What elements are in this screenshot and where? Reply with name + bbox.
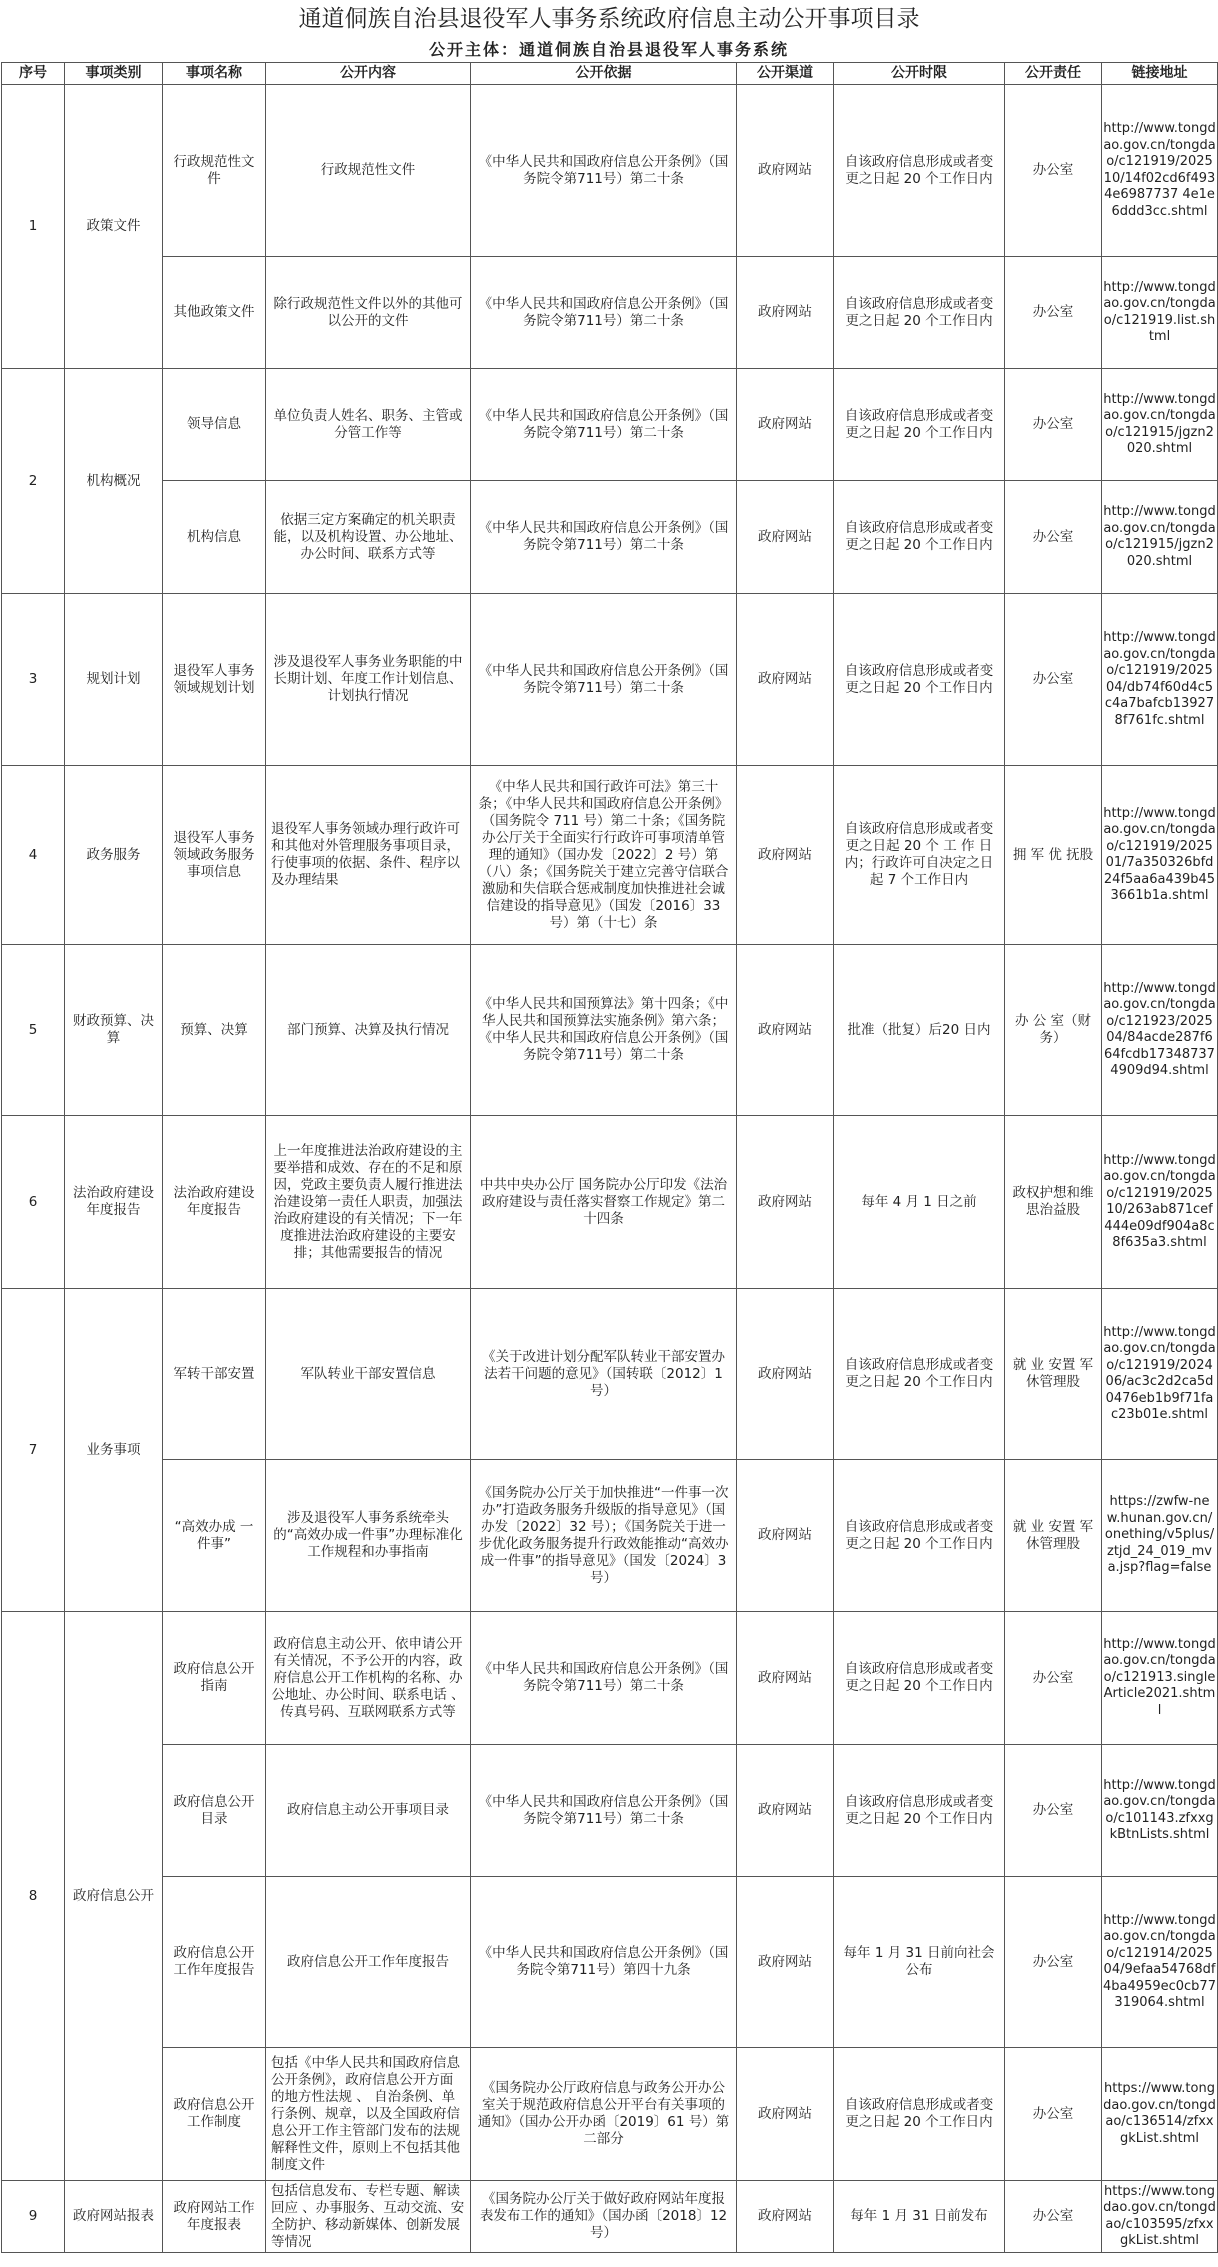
disclosure-table	[1, 62, 1218, 2253]
header-basis: 公开依据	[471, 63, 737, 85]
item-content: 依据三定方案确定的机关职责能，以及机构设置、办公地址、办公时间、联系方式等	[266, 481, 471, 594]
group-category: 政策文件	[65, 85, 163, 369]
item-responsibility: 拥 军 优 抚股	[1005, 766, 1102, 945]
item-link[interactable]: https://www.tongdao.gov.cn/tongdao/c103595/zfxxgkList.shtml	[1102, 2181, 1218, 2253]
item-basis: 《中华人民共和国政府信息公开条例》（国务院令第711号）第二十条	[471, 1745, 737, 1877]
item-responsibility: 办公室	[1005, 594, 1102, 766]
group-number: 7	[2, 1289, 65, 1612]
item-link[interactable]: http://www.tongdao.gov.cn/tongdao/c121919/202406/ac3c2d2ca5d0476eb1b9f71fac23b01e.shtml	[1102, 1289, 1218, 1460]
table-row	[2, 1745, 1218, 1877]
group-number: 8	[2, 1612, 65, 2181]
item-name: “高效办成 一 件事”	[163, 1460, 266, 1612]
table-row	[2, 85, 1218, 257]
item-responsibility: 就 业 安置 军 休管理股	[1005, 1460, 1102, 1612]
header-link: 链接地址	[1102, 63, 1218, 85]
item-time: 每年 4 月 1 日之前	[834, 1116, 1005, 1289]
group-category: 政务服务	[65, 766, 163, 945]
item-channel: 政府网站	[737, 257, 834, 369]
item-time: 批准（批复）后20 日内	[834, 945, 1005, 1116]
item-channel: 政府网站	[737, 369, 834, 481]
item-content: 除行政规范性文件以外的其他可以公开的文件	[266, 257, 471, 369]
item-content: 单位负责人姓名、职务、主管或分管工作等	[266, 369, 471, 481]
item-name: 政府信息公开工作年度报告	[163, 1877, 266, 2048]
item-basis: 《国务院办公厅关于做好政府网站年度报表发布工作的通知》（国办函〔2018〕12 号）	[471, 2181, 737, 2253]
group-category: 规划计划	[65, 594, 163, 766]
group-category: 业务事项	[65, 1289, 163, 1612]
item-channel: 政府网站	[737, 2181, 834, 2253]
item-content: 包括《中华人民共和国政府信息公开条例》，政府信息公开方面的地方性法规 、 自治条例、单行条例、规章，以及全国政府信息公开工作主管部门发布的法规解释性文件，原则上不包括其他制度文件	[266, 2048, 471, 2181]
header-time: 公开时限	[834, 63, 1005, 85]
header-category: 事项类别	[65, 63, 163, 85]
item-time: 自该政府信息形成或者变更之日起 20 个工作日内	[834, 2048, 1005, 2181]
item-responsibility: 办公室	[1005, 1877, 1102, 2048]
item-name: 政府信息公开工作制度	[163, 2048, 266, 2181]
page-subtitle: 公开主体：通道侗族自治县退役军人事务系统	[428, 40, 789, 59]
group-category: 机构概况	[65, 369, 163, 594]
item-content: 涉及退役军人事务系统牵头的“高效办成一件事”办理标准化工作规程和办事指南	[266, 1460, 471, 1612]
item-name: 退役军人事务领域规划计划	[163, 594, 266, 766]
group-category: 政府信息公开	[65, 1612, 163, 2181]
item-responsibility: 办公室	[1005, 369, 1102, 481]
group-category: 法治政府建设年度报告	[65, 1116, 163, 1289]
item-link[interactable]: http://www.tongdao.gov.cn/tongdao/c121919/202504/db74f60d4c5c4a7bafcb139278f761fc.shtml	[1102, 594, 1218, 766]
item-link[interactable]: https://www.tongdao.gov.cn/tongdao/c136514/zfxxgkList.shtml	[1102, 2048, 1218, 2181]
table-row	[2, 481, 1218, 594]
item-link[interactable]: http://www.tongdao.gov.cn/tongdao/c121914/202504/9efaa54768df4ba4959ec0cb77319064.shtml	[1102, 1877, 1218, 2048]
header-channel: 公开渠道	[737, 63, 834, 85]
item-name: 法治政府建设年度报告	[163, 1116, 266, 1289]
item-content: 政府信息公开工作年度报告	[266, 1877, 471, 2048]
item-content: 上一年度推进法治政府建设的主要举措和成效、存在的不足和原因，党政主要负责人履行推进法治建设第一责任人职责，加强法治政府建设的有关情况；下一年度推进法治政府建设的主要安排；其他需要报告的情况	[266, 1116, 471, 1289]
item-basis: 《中华人民共和国政府信息公开条例》（国务院令第711号）第二十条	[471, 257, 737, 369]
item-time: 自该政府信息形成或者变更之日起 20 个工作日内	[834, 481, 1005, 594]
table-row	[2, 1289, 1218, 1460]
item-basis: 《国务院办公厅政府信息与政务公开办公室关于规范政府信息公开平台有关事项的通知》（国办公开办函〔2019〕61 号）第二部分	[471, 2048, 737, 2181]
item-channel: 政府网站	[737, 85, 834, 257]
item-basis: 《中华人民共和国政府信息公开条例》（国务院令第711号）第二十条	[471, 481, 737, 594]
group-number: 9	[2, 2181, 65, 2253]
item-channel: 政府网站	[737, 1460, 834, 1612]
item-basis: 《国务院办公厅关于加快推进“一件事一次办”打造政务服务升级版的指导意见》（国办发〔2022〕32 号）；《国务院关于进一步优化政务服务提升行政效能推动“高效办成一件事”的指导意见》（国发〔2024〕3 号）	[471, 1460, 737, 1612]
item-responsibility: 办公室	[1005, 1612, 1102, 1745]
item-time: 每年 1 月 31 日前向社会公布	[834, 1877, 1005, 2048]
item-responsibility: 办公室	[1005, 85, 1102, 257]
item-name: 预算、决算	[163, 945, 266, 1116]
item-basis: 《中华人民共和国政府信息公开条例》（国务院令第711号）第二十条	[471, 369, 737, 481]
item-name: 机构信息	[163, 481, 266, 594]
item-link[interactable]: https://zwfw-new.hunan.gov.cn/onething/v5plus/ztjd_24_019_mva.jsp?flag=false	[1102, 1460, 1218, 1612]
item-name: 行政规范性文件	[163, 85, 266, 257]
item-basis: 《关于改进计划分配军队转业干部安置办法若干问题的意见》（国转联〔2012〕1 号）	[471, 1289, 737, 1460]
item-link[interactable]: http://www.tongdao.gov.cn/tongdao/c121915/jgzn2020.shtml	[1102, 369, 1218, 481]
table-row	[2, 257, 1218, 369]
item-time: 自该政府信息形成或者变更之日起 20 个工作日内	[834, 594, 1005, 766]
group-number: 1	[2, 85, 65, 369]
item-time: 自该政府信息形成或者变更之日起 20 个工作日内	[834, 1289, 1005, 1460]
item-basis: 《中华人民共和国行政许可法》第三十条；《中华人民共和国政府信息公开条例》（国务院令 711 号）第二十条；《国务院办公厅关于全面实行行政许可事项清单管理的通知》（国办发〔2022〕2 号）第（八）条；《国务院关于建立完善守信联合激励和失信联合惩戒制度加快推进社会诚信建设的指导意见》（国发〔2016〕33 号）第（十七）条	[471, 766, 737, 945]
item-responsibility: 办 公 室（财务）	[1005, 945, 1102, 1116]
table-row	[2, 1877, 1218, 2048]
item-time: 自该政府信息形成或者变更之日起 20 个工作日内	[834, 369, 1005, 481]
table-row	[2, 945, 1218, 1116]
item-basis: 《中华人民共和国政府信息公开条例》（国务院令第711号）第二十条	[471, 1612, 737, 1745]
item-basis: 《中华人民共和国政府信息公开条例》（国务院令第711号）第四十九条	[471, 1877, 737, 2048]
item-time: 自该政府信息形成或者变更之日起 20 个工作日内	[834, 257, 1005, 369]
page-title: 通道侗族自治县退役军人事务系统政府信息主动公开事项目录	[298, 6, 920, 32]
table-row	[2, 2048, 1218, 2181]
item-time: 自该政府信息形成或者变更之日起 20 个 工 作 日内；行政许可自决定之日起 7 个工作日内	[834, 766, 1005, 945]
item-name: 领导信息	[163, 369, 266, 481]
item-name: 政府网站工作年度报表	[163, 2181, 266, 2253]
item-channel: 政府网站	[737, 1877, 834, 2048]
item-content: 退役军人事务领域办理行政许可和其他对外管理服务事项目录，行使事项的依据、条件、程序以及办理结果	[266, 766, 471, 945]
group-category: 财政预算、决算	[65, 945, 163, 1116]
item-link[interactable]: http://www.tongdao.gov.cn/tongdao/c121919/202510/263ab871cef444e09df904a8c8f635a3.shtml	[1102, 1116, 1218, 1289]
item-link[interactable]: http://www.tongdao.gov.cn/tongdao/c121923/202504/84acde287f664fcdb173487374909d94.shtml	[1102, 945, 1218, 1116]
item-content: 涉及退役军人事务业务职能的中长期计划、年度工作计划信息、计划执行情况	[266, 594, 471, 766]
table-row	[2, 2181, 1218, 2253]
item-link[interactable]: http://www.tongdao.gov.cn/tongdao/c121913.singleArticle2021.shtml	[1102, 1612, 1218, 1745]
table-row	[2, 766, 1218, 945]
item-responsibility: 政权护想和维思治益股	[1005, 1116, 1102, 1289]
item-content: 军队转业干部安置信息	[266, 1289, 471, 1460]
item-basis: 《中华人民共和国预算法》第十四条；《中华人民共和国预算法实施条例》第六条；《中华人民共和国政府信息公开条例》（国务院令第711号）第二十条	[471, 945, 737, 1116]
item-content: 部门预算、决算及执行情况	[266, 945, 471, 1116]
header-responsibility: 公开责任	[1005, 63, 1102, 85]
item-content: 政府信息主动公开事项目录	[266, 1745, 471, 1877]
item-time: 自该政府信息形成或者变更之日起 20 个工作日内	[834, 1612, 1005, 1745]
item-time: 自该政府信息形成或者变更之日起 20 个工作日内	[834, 1460, 1005, 1612]
item-link[interactable]: http://www.tongdao.gov.cn/tongdao/c121919.list.shtml	[1102, 257, 1218, 369]
item-channel: 政府网站	[737, 594, 834, 766]
item-time: 自该政府信息形成或者变更之日起 20 个工作日内	[834, 1745, 1005, 1877]
item-channel: 政府网站	[737, 1116, 834, 1289]
item-basis: 《中华人民共和国政府信息公开条例》（国务院令第711号）第二十条	[471, 85, 737, 257]
item-channel: 政府网站	[737, 2048, 834, 2181]
item-channel: 政府网站	[737, 945, 834, 1116]
item-channel: 政府网站	[737, 1289, 834, 1460]
group-number: 6	[2, 1116, 65, 1289]
item-link[interactable]: http://www.tongdao.gov.cn/tongdao/c121915/jgzn2020.shtml	[1102, 481, 1218, 594]
item-responsibility: 办公室	[1005, 2181, 1102, 2253]
item-channel: 政府网站	[737, 766, 834, 945]
header-name: 事项名称	[163, 63, 266, 85]
header-no: 序号	[2, 63, 65, 85]
table-row	[2, 1612, 1218, 1745]
table-row	[2, 1116, 1218, 1289]
group-number: 5	[2, 945, 65, 1116]
item-content: 包括信息发布、专栏专题、解读回应 、办事服务、互动交流、安全防护、移动新媒体、创新发展等情况	[266, 2181, 471, 2253]
item-name: 其他政策文件	[163, 257, 266, 369]
item-link[interactable]: http://www.tongdao.gov.cn/tongdao/c121919/202510/14f02cd6f4934e6987737 4e1e6ddd3cc.shtml	[1102, 85, 1218, 257]
item-channel: 政府网站	[737, 481, 834, 594]
item-basis: 《中华人民共和国政府信息公开条例》（国务院令第711号）第二十条	[471, 594, 737, 766]
table-header-row	[2, 63, 1218, 85]
item-link[interactable]: http://www.tongdao.gov.cn/tongdao/c121919/202501/7a350326bfd24f5aa6a439b453661b1a.shtml	[1102, 766, 1218, 945]
group-number: 3	[2, 594, 65, 766]
item-name: 政府信息公开目录	[163, 1745, 266, 1877]
item-responsibility: 办公室	[1005, 2048, 1102, 2181]
table-row	[2, 369, 1218, 481]
table-row	[2, 594, 1218, 766]
group-number: 2	[2, 369, 65, 594]
item-name: 退役军人事务领域政务服务事项信息	[163, 766, 266, 945]
item-name: 军转干部安置	[163, 1289, 266, 1460]
item-channel: 政府网站	[737, 1612, 834, 1745]
item-time: 每年 1 月 31 日前发布	[834, 2181, 1005, 2253]
item-link[interactable]: http://www.tongdao.gov.cn/tongdao/c101143.zfxxgkBtnLists.shtml	[1102, 1745, 1218, 1877]
item-time: 自该政府信息形成或者变更之日起 20 个工作日内	[834, 85, 1005, 257]
item-content: 政府信息主动公开、依申请公开有关情况，不予公开的内容，政府信息公开工作机构的名称、办公地址、办公时间、联系电话 、传真号码、互联网联系方式等	[266, 1612, 471, 1745]
group-category: 政府网站报表	[65, 2181, 163, 2253]
item-responsibility: 办公室	[1005, 481, 1102, 594]
item-responsibility: 办公室	[1005, 1745, 1102, 1877]
header-content: 公开内容	[266, 63, 471, 85]
item-content: 行政规范性文件	[266, 85, 471, 257]
item-responsibility: 办公室	[1005, 257, 1102, 369]
item-basis: 中共中央办公厅 国务院办公厅印发《法治政府建设与责任落实督察工作规定》第二十四条	[471, 1116, 737, 1289]
table-row	[2, 1460, 1218, 1612]
item-channel: 政府网站	[737, 1745, 834, 1877]
group-number: 4	[2, 766, 65, 945]
item-responsibility: 就 业 安置 军 休管理股	[1005, 1289, 1102, 1460]
item-name: 政府信息公开指南	[163, 1612, 266, 1745]
